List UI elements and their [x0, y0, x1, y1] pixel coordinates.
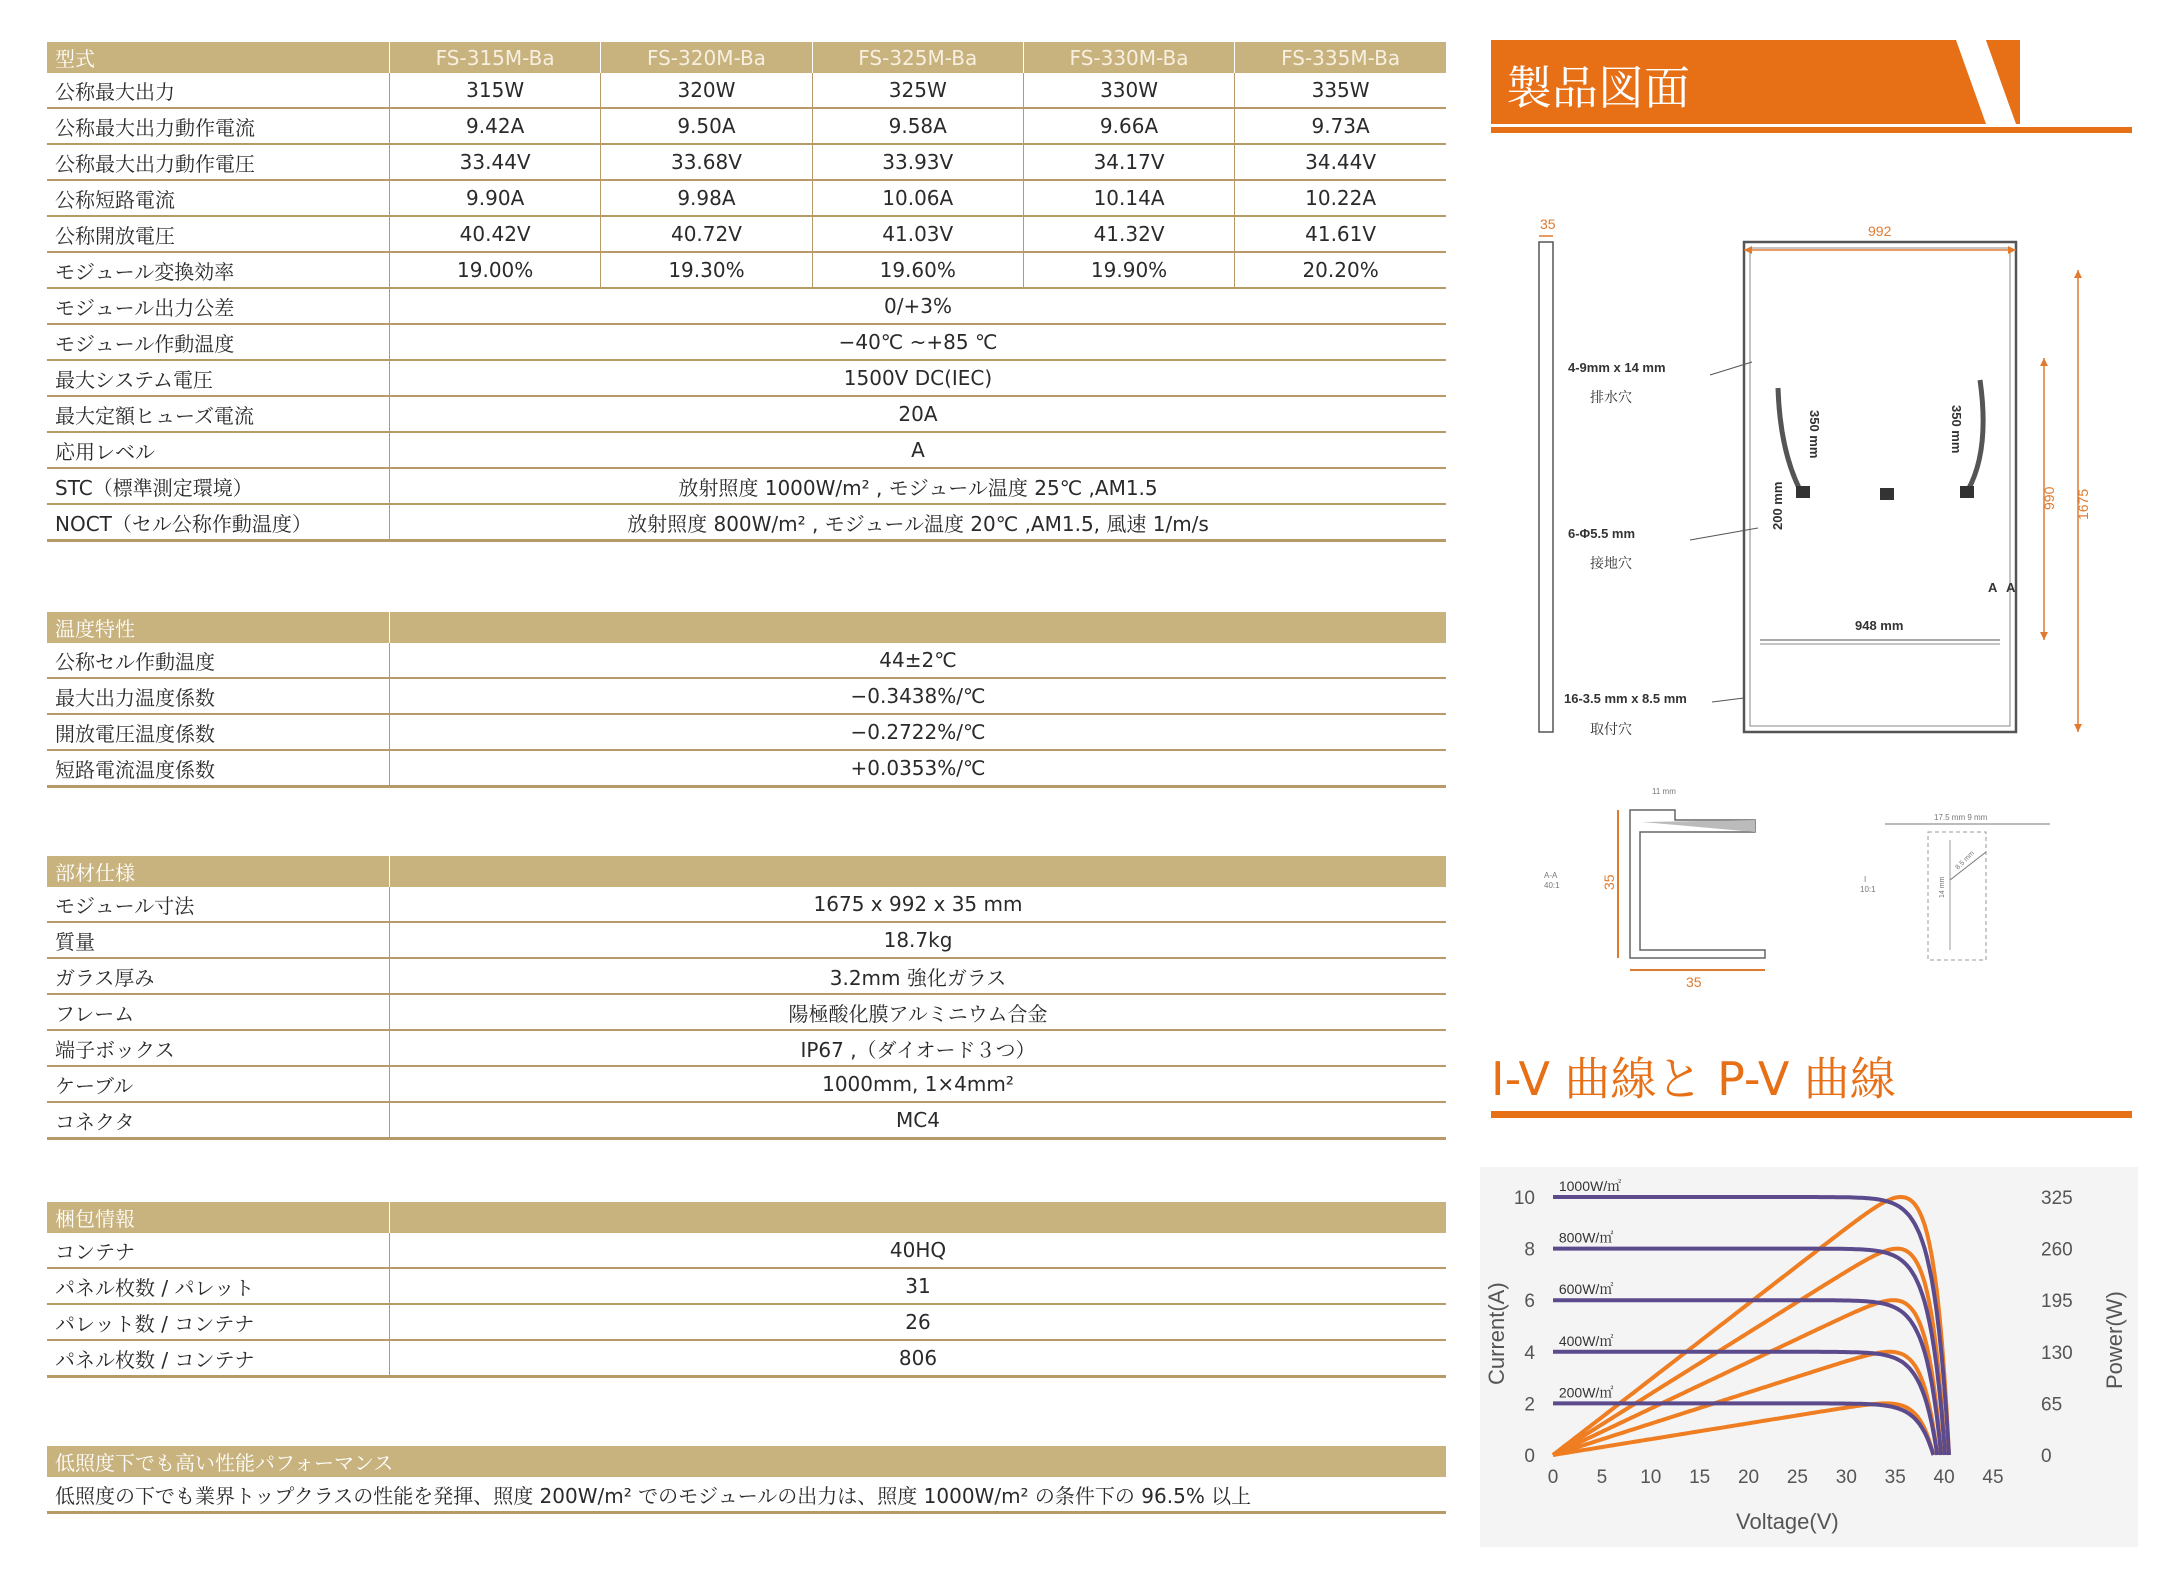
cell: −0.3438%/℃	[390, 678, 1447, 714]
y2-tick-label: 260	[2041, 1239, 2073, 1261]
row-label: 最大出力温度係数	[47, 678, 390, 714]
pv-curve	[1553, 1300, 1941, 1455]
row-label: ガラス厚み	[47, 958, 390, 994]
table-row	[47, 1304, 1446, 1340]
y-tick-label: 0	[1524, 1446, 1535, 1467]
dim-width: 992	[1868, 223, 1892, 239]
cell: 40HQ	[390, 1233, 1447, 1268]
spec-row	[47, 73, 1446, 108]
cell: 9.66A	[1023, 108, 1234, 144]
spec-row	[47, 468, 1446, 504]
drawing-title: 製品図面	[1506, 61, 1690, 115]
detail-left2: I	[1864, 875, 1867, 884]
cell: 1500V DC(IEC)	[390, 360, 1447, 396]
detail-left2b: 10:1	[1860, 885, 1876, 894]
cell: 放射照度 1000W/m² , モジュール温度 25℃ ,AM1.5	[390, 468, 1447, 504]
series-label: 200W/㎡	[1558, 1384, 1614, 1401]
x-tick-label: 25	[1786, 1467, 1809, 1488]
model-header: FS-325M-Ba	[812, 42, 1023, 73]
dim-cable-left: 350 mm	[1807, 410, 1822, 459]
cell: 33.68V	[601, 144, 812, 180]
cell: 3.2mm 強化ガラス	[390, 958, 1447, 994]
section-header	[47, 1202, 1446, 1233]
cell: −0.2722%/℃	[390, 714, 1447, 750]
section-header	[47, 856, 1446, 887]
model-header: FS-335M-Ba	[1235, 42, 1446, 73]
row-label: 公称最大出力動作電流	[47, 108, 390, 144]
iv-title: I-V 曲線と P-V 曲線	[1491, 1052, 1896, 1106]
cell: 33.44V	[390, 144, 601, 180]
spec-row	[47, 396, 1446, 432]
x-tick-label: 20	[1737, 1467, 1760, 1488]
side-profile	[1539, 242, 1553, 732]
spec-row	[47, 360, 1446, 396]
detail-diag2: 8.5 mm	[1954, 849, 1976, 872]
x-tick-label: 0	[1547, 1467, 1559, 1488]
table-row	[47, 922, 1446, 958]
table-row	[47, 1030, 1446, 1066]
section-a-right: A	[2006, 580, 2016, 595]
row-label: パネル枚数 / コンテナ	[47, 1340, 390, 1377]
series-label: 800W/㎡	[1558, 1229, 1614, 1246]
spec-row	[47, 252, 1446, 288]
x-axis-label: Voltage(V)	[1736, 1509, 1839, 1534]
section-header	[47, 612, 1446, 643]
x-tick-label: 35	[1884, 1467, 1906, 1488]
cell: 9.98A	[601, 180, 812, 216]
callout-drain-name: 排水穴	[1590, 390, 1632, 406]
section-title: 温度特性	[47, 612, 390, 643]
row-label: 最大定額ヒューズ電流	[47, 396, 390, 432]
cell: 9.90A	[390, 180, 601, 216]
cell: 9.58A	[812, 108, 1023, 144]
detail-top2: 17.5 mm 9 mm	[1934, 813, 1988, 822]
table-row	[47, 1233, 1446, 1268]
cell: 320W	[601, 73, 812, 108]
dim-thickness: 35	[1540, 216, 1556, 232]
row-label: 開放電圧温度係数	[47, 714, 390, 750]
cell: 31	[390, 1268, 1447, 1304]
spec-row	[47, 144, 1446, 180]
section-header	[47, 1446, 1446, 1477]
detail-left1b: 40:1	[1544, 881, 1560, 890]
cell: 放射照度 800W/m² , モジュール温度 20℃ ,AM1.5, 風速 1/m/s	[390, 504, 1447, 541]
spec-header-row	[47, 42, 1446, 73]
callout-drain-spec: 4-9mm x 14 mm	[1568, 360, 1666, 375]
y-tick-label: 6	[1524, 1291, 1535, 1313]
spec-row	[47, 108, 1446, 144]
row-label: 短路電流温度係数	[47, 750, 390, 787]
profile-a	[1630, 810, 1765, 958]
cell: 19.30%	[601, 252, 812, 288]
cell: 44±2℃	[390, 643, 1447, 678]
series-label: 400W/㎡	[1558, 1332, 1614, 1349]
cell: 806	[390, 1340, 1447, 1377]
lowlight-table	[47, 1446, 1446, 1514]
frame-profile-details	[1530, 780, 2070, 995]
materials-table	[47, 856, 1446, 1140]
table-row	[47, 1066, 1446, 1102]
spec-header-label: 型式	[47, 42, 390, 73]
iv-curve	[1553, 1300, 1941, 1455]
spec-row	[47, 324, 1446, 360]
temperature-table	[47, 612, 1446, 788]
row-label: パネル枚数 / パレット	[47, 1268, 390, 1304]
cell: 34.44V	[1235, 144, 1446, 180]
series-label: 1000W/㎡	[1558, 1178, 1622, 1194]
cell: 10.14A	[1023, 180, 1234, 216]
row-label: 質量	[47, 922, 390, 958]
cell: 19.00%	[390, 252, 601, 288]
callout-mount-spec: 16-3.5 mm x 8.5 mm	[1564, 691, 1687, 706]
row-label: 公称最大出力動作電圧	[47, 144, 390, 180]
cell: 20.20%	[1235, 252, 1446, 288]
cell: 315W	[390, 73, 601, 108]
y2-tick-label: 130	[2041, 1342, 2073, 1364]
y-axis-label: Current(A)	[1484, 1282, 1509, 1385]
cell: 20A	[390, 396, 1447, 432]
cell: 330W	[1023, 73, 1234, 108]
cell: 1000mm, 1×4mm²	[390, 1066, 1447, 1102]
y-tick-label: 10	[1513, 1188, 1535, 1209]
iv-pv-chart	[1480, 1167, 2138, 1547]
cell: 18.7kg	[390, 922, 1447, 958]
iv-title-underline	[1491, 1111, 2132, 1118]
row-label: ケーブル	[47, 1066, 390, 1102]
y2-tick-label: 325	[2041, 1188, 2073, 1209]
y-tick-label: 8	[1524, 1239, 1535, 1261]
row-label: 公称開放電圧	[47, 216, 390, 252]
x-tick-label: 45	[1982, 1467, 2004, 1488]
y-tick-label: 2	[1524, 1394, 1535, 1416]
cell: 19.90%	[1023, 252, 1234, 288]
y2-axis-label: Power(W)	[2102, 1291, 2127, 1389]
model-header: FS-315M-Ba	[390, 42, 601, 73]
table-row	[47, 1340, 1446, 1377]
table-row	[47, 1102, 1446, 1139]
table-row	[47, 643, 1446, 678]
spec-table	[47, 42, 1446, 542]
cell: 34.17V	[1023, 144, 1234, 180]
x-tick-label: 40	[1933, 1467, 1955, 1488]
y2-tick-label: 195	[2041, 1291, 2073, 1313]
spec-row	[47, 432, 1446, 468]
cell: 335W	[1235, 73, 1446, 108]
row-label: モジュール作動温度	[47, 324, 390, 360]
dim-inner-height: 990	[2041, 486, 2057, 510]
cell: 41.03V	[812, 216, 1023, 252]
section-a-left: A	[1988, 580, 1998, 595]
row-label: パレット数 / コンテナ	[47, 1304, 390, 1340]
detail-top1: 11 mm	[1652, 787, 1676, 796]
section-title: 低照度下でも高い性能パフォーマンス	[47, 1446, 1446, 1477]
row-label: 公称セル作動温度	[47, 643, 390, 678]
callout-ground-spec: 6-Φ5.5 mm	[1568, 526, 1636, 541]
panel-drawing	[1500, 200, 2140, 760]
cell: 41.32V	[1023, 216, 1234, 252]
cell: 10.22A	[1235, 180, 1446, 216]
connector-icon	[1796, 486, 1810, 498]
row-label: モジュール出力公差	[47, 288, 390, 324]
cell: 9.42A	[390, 108, 601, 144]
section-title: 梱包情報	[47, 1202, 390, 1233]
table-row	[47, 1268, 1446, 1304]
cell: 1675 x 992 x 35 mm	[390, 887, 1447, 922]
row-label: コンテナ	[47, 1233, 390, 1268]
callout-mount-name: 取付穴	[1590, 722, 1632, 738]
cell: 0/+3%	[390, 288, 1447, 324]
x-tick-label: 10	[1640, 1467, 1662, 1488]
cell: A	[390, 432, 1447, 468]
y2-tick-label: 65	[2041, 1394, 2063, 1416]
cell: 325W	[812, 73, 1023, 108]
profile-width: 35	[1686, 974, 1702, 990]
row-label: モジュール寸法	[47, 887, 390, 922]
title-underline	[1491, 127, 2132, 133]
cell: −40℃ ~+85 ℃	[390, 324, 1447, 360]
cell: 19.60%	[812, 252, 1023, 288]
row-label: 公称短路電流	[47, 180, 390, 216]
model-header: FS-320M-Ba	[601, 42, 812, 73]
y-tick-label: 4	[1524, 1342, 1535, 1364]
table-row	[47, 887, 1446, 922]
table-row	[47, 994, 1446, 1030]
detail-side2: 14 mm	[1939, 876, 1946, 898]
table-row	[47, 1477, 1446, 1513]
spec-row	[47, 216, 1446, 252]
row-label: 最大システム電圧	[47, 360, 390, 396]
cell: 10.06A	[812, 180, 1023, 216]
cell: 陽極酸化膜アルミニウム合金	[390, 994, 1447, 1030]
spec-row	[47, 180, 1446, 216]
row-label: 応用レベル	[47, 432, 390, 468]
cell: 26	[390, 1304, 1447, 1340]
packing-table	[47, 1202, 1446, 1378]
row-label: 端子ボックス	[47, 1030, 390, 1066]
row-label: NOCT（セル公称作動温度）	[47, 504, 390, 541]
spec-row	[47, 288, 1446, 324]
row-label: モジュール変換効率	[47, 252, 390, 288]
profile-i	[1928, 832, 1986, 960]
table-row	[47, 958, 1446, 994]
lowlight-text: 低照度の下でも業界トップクラスの性能を発揮、照度 200W/m² でのモジュールの出力は、照度 1000W/m² の条件下の 96.5% 以上	[47, 1477, 1446, 1513]
dim-cable-right: 350 mm	[1949, 405, 1964, 454]
dim-height: 1675	[2075, 488, 2091, 520]
callout-ground-name: 接地穴	[1590, 556, 1632, 572]
dim-junction-box: 200 mm	[1770, 481, 1785, 530]
row-label: フレーム	[47, 994, 390, 1030]
table-row	[47, 714, 1446, 750]
spec-row	[47, 504, 1446, 541]
table-row	[47, 678, 1446, 714]
cell: 33.93V	[812, 144, 1023, 180]
cable-left	[1778, 388, 1800, 490]
junction-box-icon	[1880, 488, 1894, 500]
cell: 40.72V	[601, 216, 812, 252]
cell: MC4	[390, 1102, 1447, 1139]
cell: 9.73A	[1235, 108, 1446, 144]
cell: IP67 ,（ダイオード３つ）	[390, 1030, 1447, 1066]
cell: 41.61V	[1235, 216, 1446, 252]
profile-height: 35	[1601, 874, 1617, 890]
row-label: STC（標準測定環境）	[47, 468, 390, 504]
x-tick-label: 30	[1835, 1467, 1857, 1488]
table-row	[47, 750, 1446, 787]
detail-left1: A-A	[1544, 871, 1558, 880]
cable-right	[1968, 380, 1983, 490]
x-tick-label: 5	[1596, 1467, 1608, 1488]
series-label: 600W/㎡	[1558, 1281, 1614, 1298]
connector-icon	[1960, 486, 1974, 498]
row-label: コネクタ	[47, 1102, 390, 1139]
cell: 40.42V	[390, 216, 601, 252]
section-title: 部材仕様	[47, 856, 390, 887]
banner-slash-decoration	[1930, 40, 2050, 130]
dim-inner-width: 948 mm	[1855, 618, 1904, 633]
cell: 9.50A	[601, 108, 812, 144]
model-header: FS-330M-Ba	[1023, 42, 1234, 73]
y2-tick-label: 0	[2041, 1446, 2052, 1467]
x-tick-label: 15	[1689, 1467, 1711, 1488]
cell: +0.0353%/℃	[390, 750, 1447, 787]
row-label: 公称最大出力	[47, 73, 390, 108]
